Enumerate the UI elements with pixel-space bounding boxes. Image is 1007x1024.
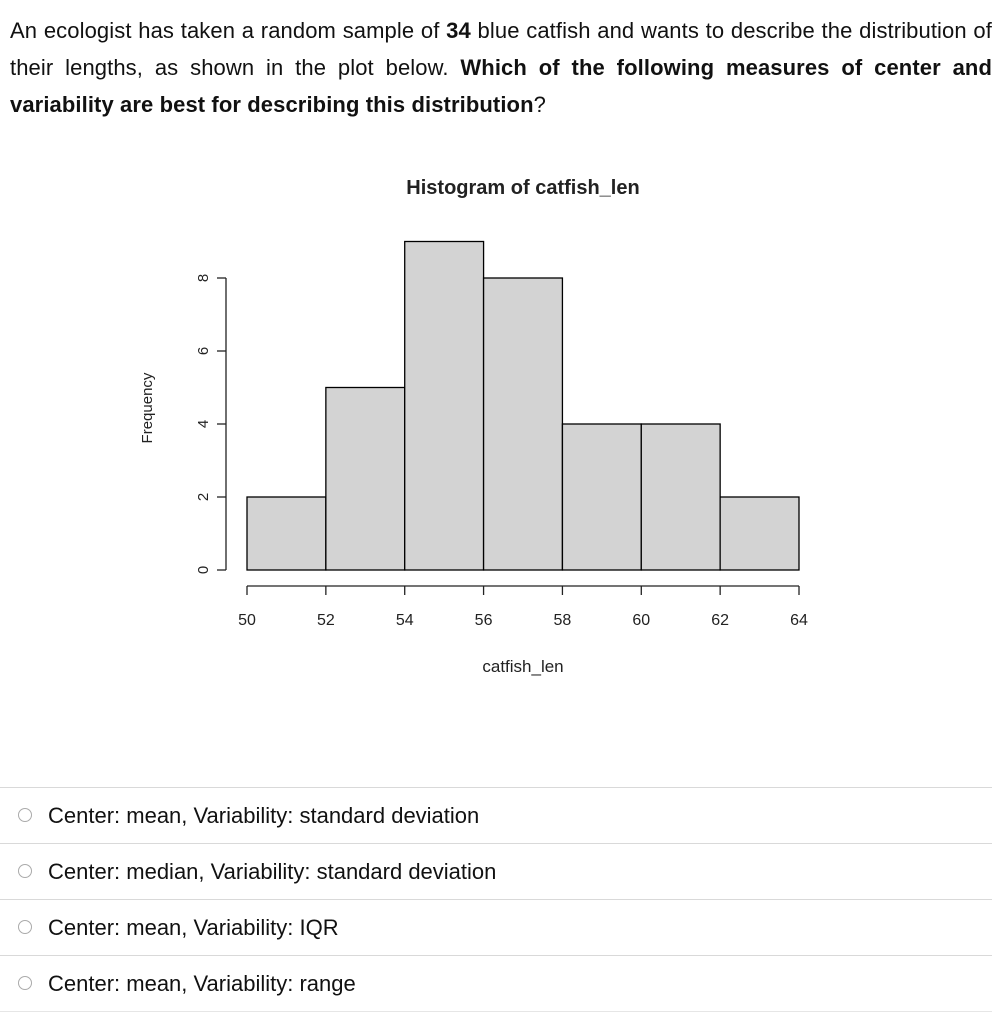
- y-tick-label: 4: [194, 419, 212, 429]
- histogram-bar: [562, 424, 641, 570]
- sample-size: 34: [446, 18, 471, 43]
- radio-button[interactable]: [18, 976, 32, 990]
- histogram-bar: [484, 278, 563, 570]
- answer-options: [0, 787, 992, 1012]
- option-label: Center: mean, Variability: IQR: [48, 914, 339, 940]
- x-tick-label: 52: [316, 612, 335, 629]
- option-mean-iqr[interactable]: [0, 899, 992, 955]
- histogram-bar: [326, 388, 405, 571]
- option-median-sd[interactable]: [0, 843, 992, 899]
- x-tick-label: 50: [238, 612, 256, 629]
- option-label: Center: mean, Variability: standard deviation: [48, 802, 480, 828]
- y-tick-label: 8: [194, 273, 212, 283]
- histogram-bar: [405, 242, 484, 571]
- histogram-chart: [0, 160, 1007, 700]
- question-end: ?: [533, 92, 546, 117]
- histogram-bar: [720, 497, 799, 570]
- y-tick-label: 2: [194, 492, 212, 502]
- question-text: [10, 12, 992, 123]
- y-tick-label: 0: [194, 565, 212, 575]
- bars-group: [247, 242, 799, 571]
- option-label: Center: mean, Variability: range: [48, 970, 356, 996]
- radio-button[interactable]: [18, 920, 32, 934]
- x-tick-label: 56: [474, 612, 493, 629]
- radio-button[interactable]: [18, 864, 32, 878]
- option-mean-range[interactable]: [0, 955, 992, 1012]
- y-axis-label: Frequency: [139, 372, 156, 444]
- option-label: Center: median, Variability: standard deviation: [48, 858, 497, 884]
- x-tick-label: 60: [632, 612, 651, 629]
- x-tick-label: 64: [790, 612, 808, 629]
- chart-title: Histogram of catfish_len: [406, 177, 640, 199]
- y-tick-label: 6: [194, 346, 212, 356]
- histogram-bar: [247, 497, 326, 570]
- question-bold: Which of the following measures of center and variability are best for describing this distribution: [10, 55, 992, 117]
- question-part2: blue catfish and wants to describe the distribution of their lengths, as shown in the plot below.: [10, 18, 992, 80]
- histogram-bar: [641, 424, 720, 570]
- x-tick-label: 62: [711, 612, 730, 629]
- question-part1: An ecologist has taken a random sample of: [10, 18, 447, 43]
- option-mean-sd[interactable]: [0, 787, 992, 843]
- x-tick-label: 54: [395, 612, 414, 629]
- radio-button[interactable]: [18, 808, 32, 822]
- x-axis-label: catfish_len: [482, 657, 564, 676]
- x-axis: [238, 586, 808, 629]
- x-tick-label: 58: [553, 612, 572, 629]
- y-axis: [195, 274, 226, 574]
